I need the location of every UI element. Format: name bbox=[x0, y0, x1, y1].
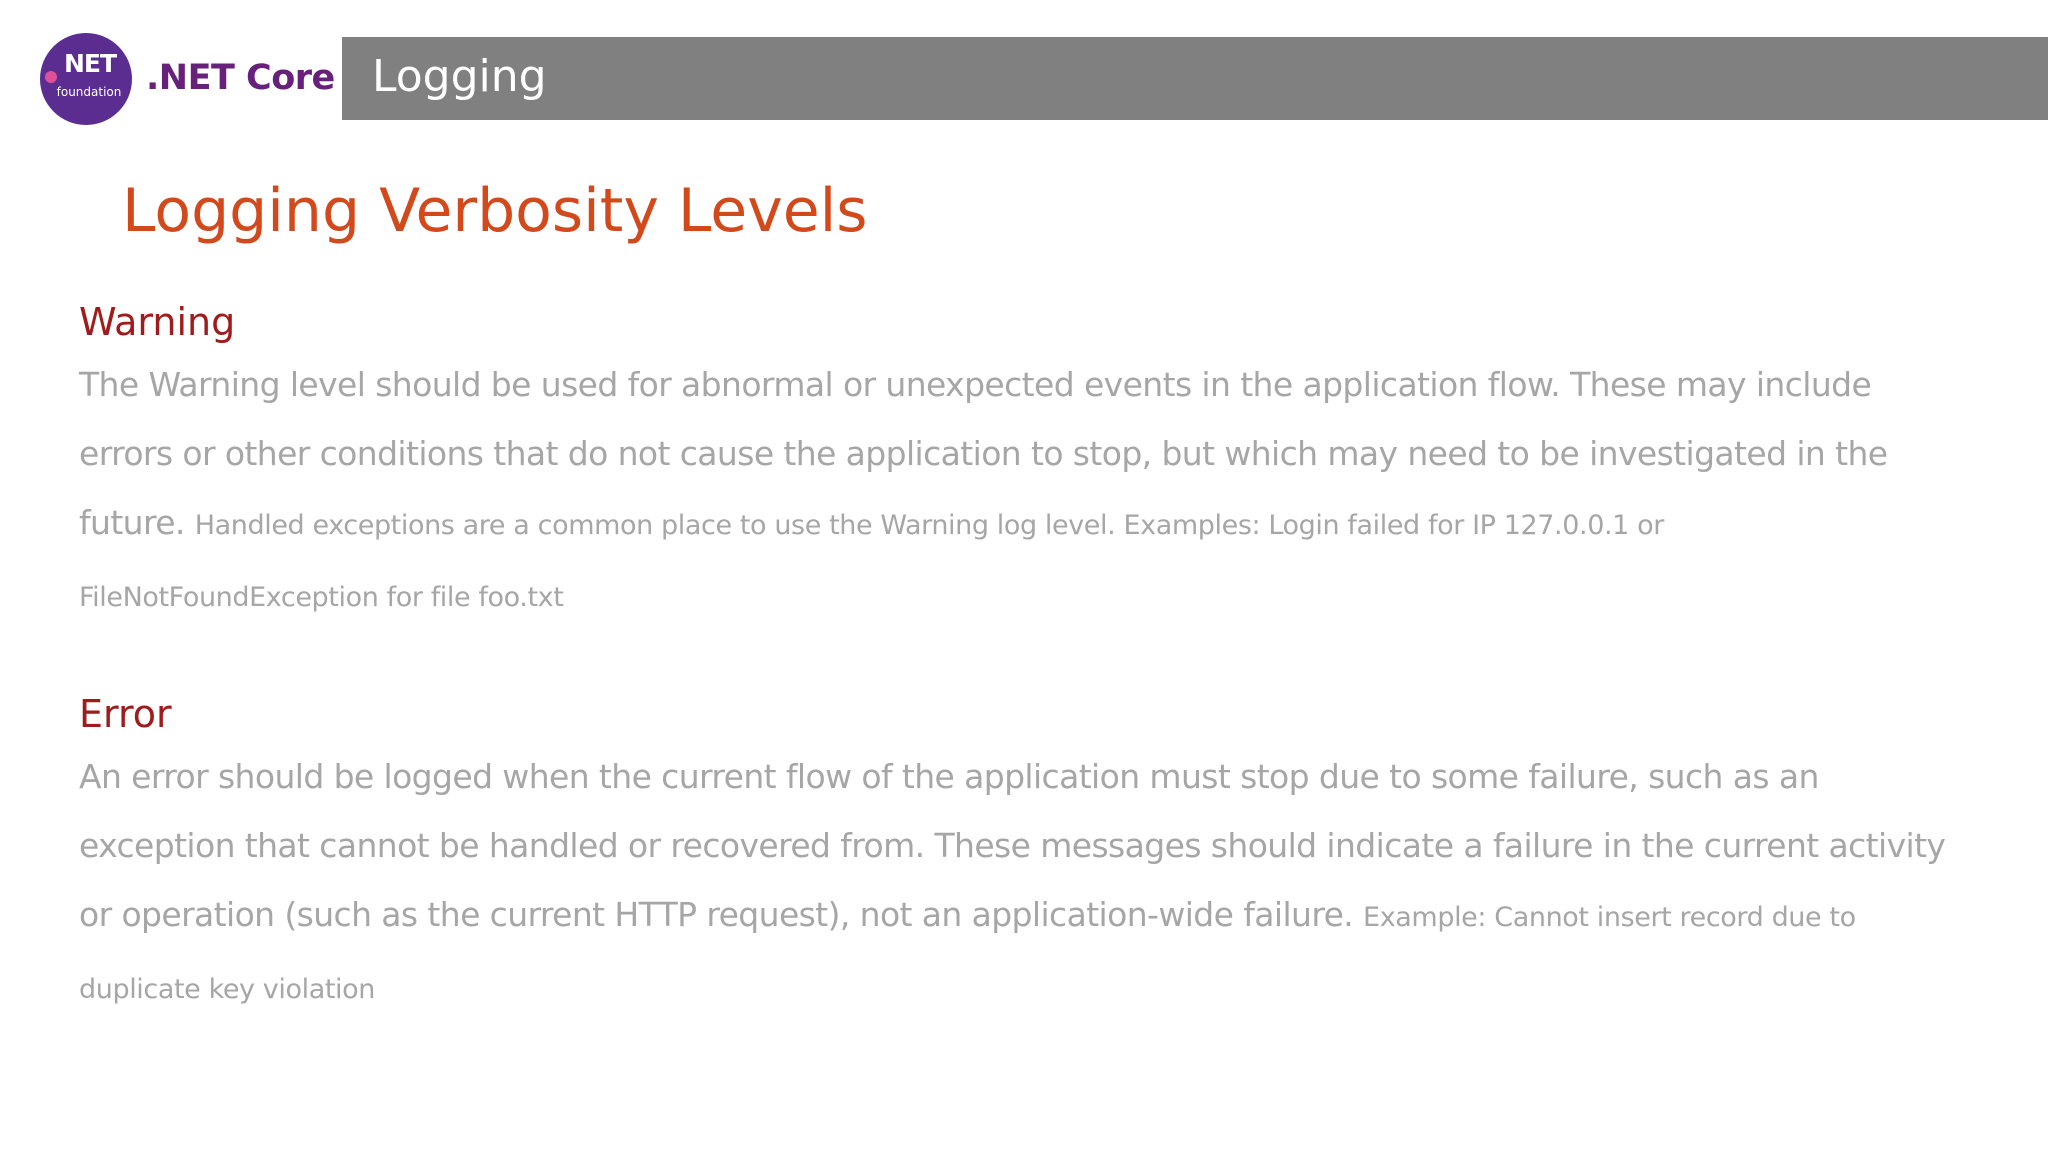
error-section bbox=[79, 686, 1959, 1024]
header-title: Logging bbox=[372, 51, 547, 102]
warning-section bbox=[79, 294, 1959, 632]
slide-title: Logging Verbosity Levels bbox=[122, 176, 868, 246]
error-heading: Error bbox=[79, 692, 172, 736]
error-body-text: An error should be logged when the current flow of the application must stop due to some failure, such as an exception that cannot be handled or recovered from. These messages should indicate a failure in the current activity or operation (such as the current HTTP request), not an application-wide failure. bbox=[79, 757, 1946, 934]
warning-heading: Warning bbox=[79, 300, 236, 344]
dotnet-foundation-logo bbox=[40, 33, 132, 125]
warning-body-text: The Warning level should be used for abnormal or unexpected events in the application flow. These may include errors or other conditions that do not cause the application to stop, but which may need to be investigated in the future. bbox=[79, 365, 1888, 542]
header-bar bbox=[342, 37, 2048, 120]
brand-name: .NET Core bbox=[146, 58, 335, 98]
logo-net-text: NET bbox=[63, 49, 117, 78]
warning-example-text: Handled exceptions are a common place to use the Warning log level. Examples: Login failed for IP 127.0.0.1 or FileNotFoundException for file foo.txt bbox=[79, 510, 1664, 613]
logo-foundation-text: foundation bbox=[56, 85, 122, 99]
error-description bbox=[79, 742, 1959, 1024]
warning-description bbox=[79, 350, 1959, 632]
error-example-text: Example: Cannot insert record due to duplicate key violation bbox=[79, 902, 1856, 1005]
